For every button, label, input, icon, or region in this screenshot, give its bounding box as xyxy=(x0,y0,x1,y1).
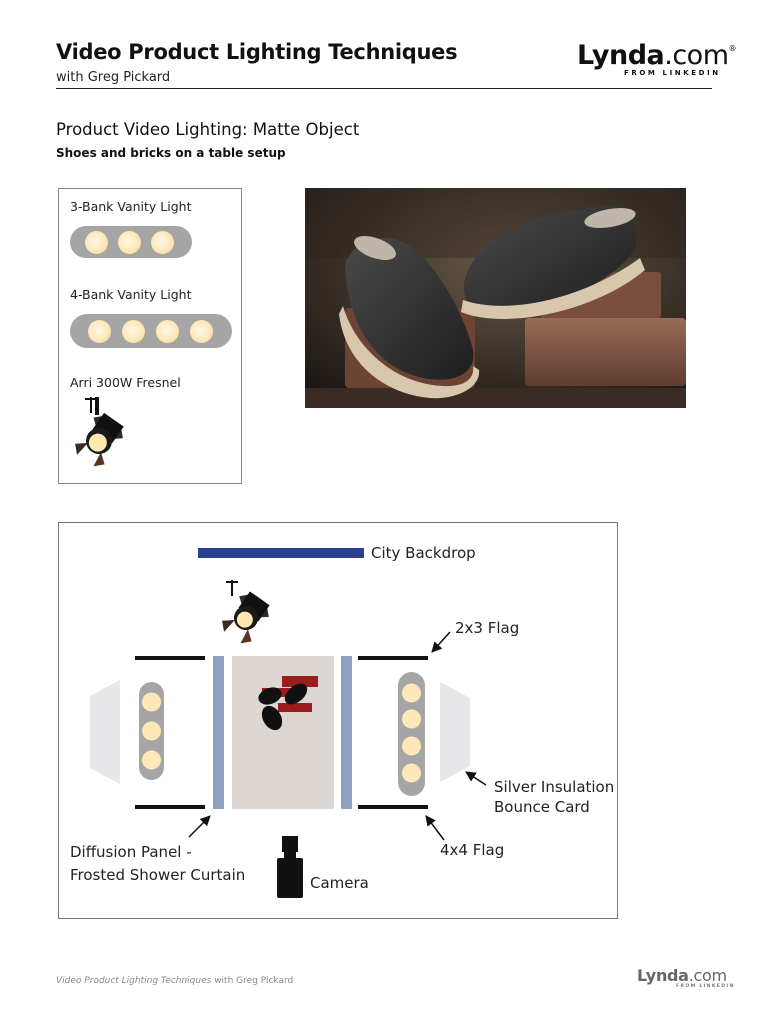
logo-registered-mark: ® xyxy=(728,44,736,53)
label-city-backdrop: City Backdrop xyxy=(371,544,476,562)
camera-icon xyxy=(277,836,303,898)
footer-course-credit xyxy=(56,976,293,986)
page-title: Video Product Lighting Techniques xyxy=(56,40,458,64)
label-flag-top: 2x3 Flag xyxy=(455,619,520,637)
legend-label-fresnel: Arri 300W Fresnel xyxy=(70,375,181,390)
label-bounce-line2: Bounce Card xyxy=(494,798,590,816)
label-camera: Camera xyxy=(310,874,369,892)
footer-logo-suffix: .com xyxy=(688,966,727,985)
legend-label-three-bank: 3-Bank Vanity Light xyxy=(70,199,192,214)
footer-course-title: Video Product Lighting Techniques xyxy=(56,976,212,986)
label-flag-bottom: 4x4 Flag xyxy=(440,841,505,859)
city-backdrop xyxy=(198,548,364,558)
bounce-card-right xyxy=(440,682,470,782)
three-bank-vanity-light-icon xyxy=(70,226,192,258)
diffusion-panel-right xyxy=(341,656,352,809)
page-subtitle: with Greg Pickard xyxy=(56,70,171,85)
lynda-logo xyxy=(577,40,736,71)
footer-logo-main: Lynda xyxy=(637,966,689,985)
legend-label-four-bank: 4-Bank Vanity Light xyxy=(70,287,192,302)
arrow-bounce-card xyxy=(466,772,486,785)
logo-suffix: .com xyxy=(664,40,729,71)
logo-main: Lynda xyxy=(577,40,665,71)
fresnel-light-icon xyxy=(217,580,274,648)
header-divider xyxy=(56,88,712,89)
flag-top-left xyxy=(135,656,205,660)
section-title: Product Video Lighting: Matte Object xyxy=(56,120,360,139)
footer-logo-tagline: FROM LINKEDIN xyxy=(676,984,735,989)
fresnel-light-icon xyxy=(67,395,131,475)
flag-bottom-right xyxy=(358,805,428,809)
logo-tagline: FROM LINKEDIN xyxy=(624,69,721,77)
bounce-card-left xyxy=(90,680,120,784)
label-bounce-line1: Silver Insulation xyxy=(494,778,615,796)
flag-top-right xyxy=(358,656,428,660)
arrow-flag-bottom xyxy=(426,816,444,840)
section-subtitle: Shoes and bricks on a table setup xyxy=(56,146,286,160)
footer-lynda-logo xyxy=(637,966,727,985)
product-photo xyxy=(305,188,686,408)
footer-author: with Greg Pickard xyxy=(211,976,294,986)
label-diffusion-line1: Diffusion Panel - xyxy=(70,843,192,861)
flag-bottom-left xyxy=(135,805,205,809)
brick xyxy=(278,703,312,712)
arrow-diffusion xyxy=(189,816,210,837)
diffusion-panel-left xyxy=(213,656,224,809)
lighting-legend xyxy=(58,188,242,484)
arrow-flag-top xyxy=(432,632,450,652)
label-diffusion-line2: Frosted Shower Curtain xyxy=(70,866,246,884)
four-bank-vanity-light-icon xyxy=(70,314,232,348)
